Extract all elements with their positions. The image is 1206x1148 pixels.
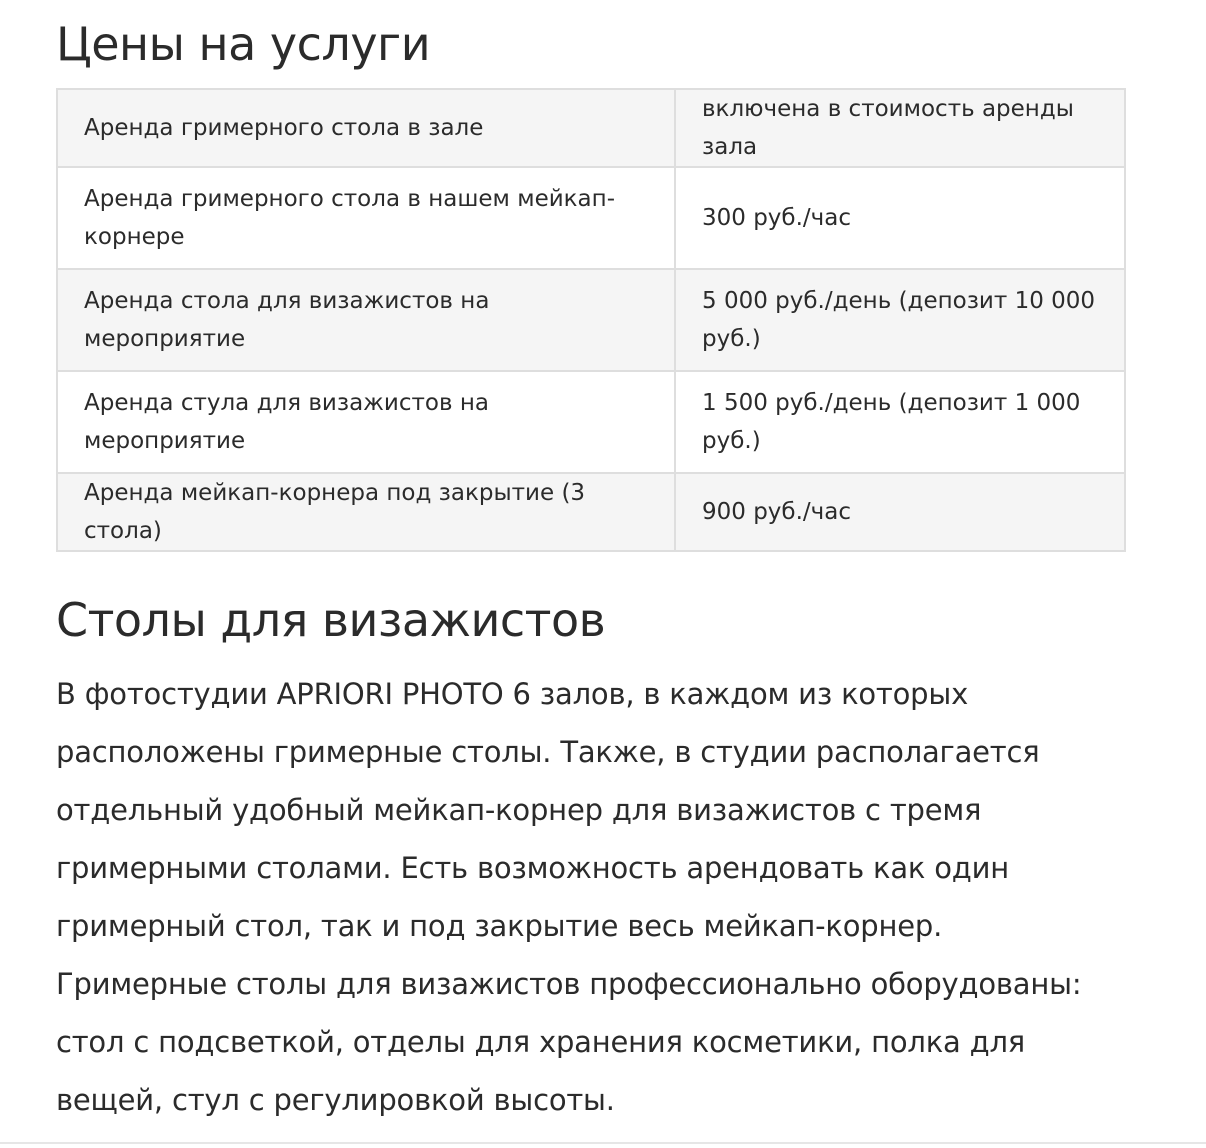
price-cell: включена в стоимость аренды зала (675, 89, 1125, 167)
service-cell: Аренда стула для визажистов на мероприятие (57, 371, 675, 473)
tables-heading: Столы для визажистов (56, 593, 606, 647)
table-row (57, 371, 1125, 473)
divider (0, 1142, 1206, 1144)
table-row (57, 89, 1125, 167)
tables-description: В фотостудии APRIORI PHOTO 6 залов, в каждом из которых расположены гримерные столы. Также, в студии располагается отдельный удобный мейкап-корнер для визажистов с тремя гримерными столами. Есть возможность арендовать как один гримерный стол, так и под закрытие весь мейкап-корнер. Гримерные столы для визажистов профессионально оборудованы: стол с подсветкой, отделы для хранения косметики, полка для вещей, стул с регулировкой высоты. (56, 677, 1082, 1117)
service-cell: Аренда гримерного стола в зале (57, 89, 675, 167)
service-cell: Аренда стола для визажистов на мероприятие (57, 269, 675, 371)
price-cell: 1 500 руб./день (депозит 1 000 руб.) (675, 371, 1125, 473)
service-cell: Аренда гримерного стола в нашем мейкап-корнере (57, 167, 675, 269)
table-row (57, 167, 1125, 269)
price-cell: 300 руб./час (675, 167, 1125, 269)
price-cell: 900 руб./час (675, 473, 1125, 551)
price-table (56, 88, 1126, 552)
prices-heading: Цены на услуги (56, 17, 431, 71)
table-row (57, 269, 1125, 371)
table-row (57, 473, 1125, 551)
price-cell: 5 000 руб./день (депозит 10 000 руб.) (675, 269, 1125, 371)
service-cell: Аренда мейкап-корнера под закрытие (3 стола) (57, 473, 675, 551)
